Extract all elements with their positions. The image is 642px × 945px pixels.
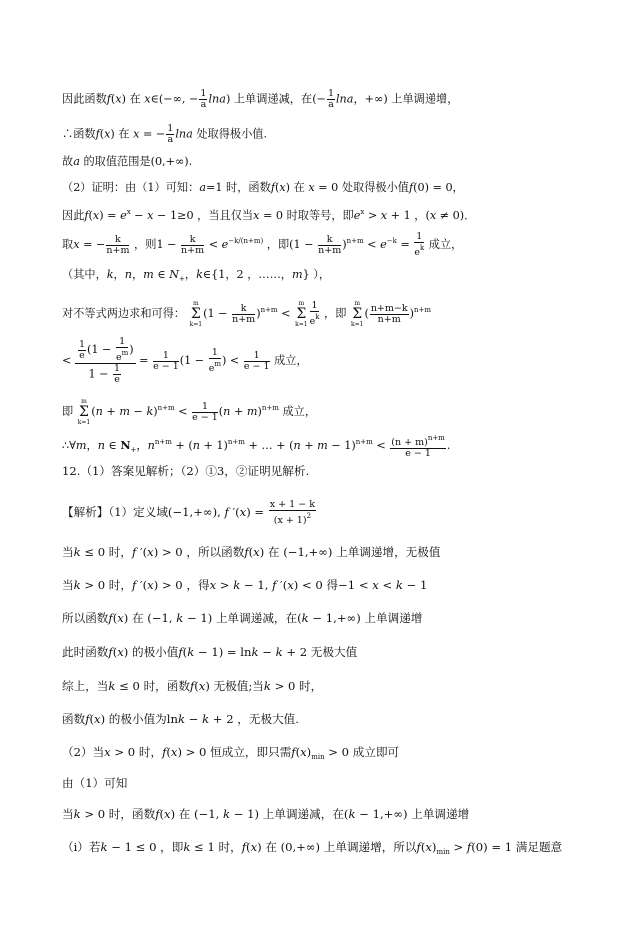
text: ，则: [134, 238, 157, 251]
text: ，所以函数: [186, 545, 245, 559]
text-line-1: 因此函数f(x) 在 x∈(−∞, − $\frac{1}{a}$ lna) 上单调递减，在(− $\frac{1}{a}$ lna，+∞) 上单调递增，: [62, 88, 459, 110]
text: 取: [62, 238, 74, 251]
text-line-17: 此时函数f(x) 的极小值f(k − 1) = lnk − k + 2 无极大值: [62, 645, 358, 659]
text: 成立即可: [352, 745, 400, 759]
text: 处取得极小值.: [196, 127, 268, 141]
text-line-11: ∴∀m，n ∈ $N_+$，$n^{n+m} + (n + 1)^{n+m}$ + … + $(n + m - 1)^{n+m}$ < $\frac{(n + m)^{n+m}}{e - 1}$ .: [62, 434, 451, 459]
text: 时取等号，即: [286, 209, 354, 222]
text: 上单调递增，所以: [323, 840, 417, 854]
text: 时，: [138, 745, 163, 759]
text-line-7: （其中，k，n，m ∈ $N_+$，k∈{1，2 ，……，m} ），: [62, 268, 331, 283]
text: 处取得极小值: [341, 181, 409, 194]
text: 12.（1）答案见解析；（2）①3，②证明见解析.: [62, 464, 310, 478]
text: ∴函数: [62, 127, 96, 141]
text-line-2: ∴函数f(x) 在 x = − $\frac{1}{a}$ lna 处取得极小值.: [62, 123, 268, 145]
text: （2）当: [62, 745, 105, 759]
text-line-9: < $\frac{1}{e}$ (1 − $\frac{1}{e^m}$ ) 1 − $\frac{1}{e}$ = $\frac{1}{e - 1}$ (1 − $\frac{1}{e^m}$ ) < $\frac{1}{e - 1}$ 成立，: [62, 336, 308, 385]
text: ，: [414, 209, 426, 222]
text: 上单调递增，: [391, 92, 459, 106]
text: 因此: [62, 209, 85, 222]
text: 无极值;当: [213, 679, 264, 693]
text-line-8: 对不等式两边求和可得： m Σ k=1(1 − $\frac{k}{n+m}$ )$^{n+m}$ < m Σ k=1 $\frac{1}{e^k}$ ，即 m Σ k=1( $\frac{n+m-k}{n+m}$ )$^{n+m}$: [62, 300, 432, 328]
text: 此时函数: [62, 645, 109, 659]
text: 满足题意: [515, 840, 563, 854]
text: 时，: [108, 545, 132, 559]
geometric-sum-fraction: $\frac{1}{e}$ (1 − $\frac{1}{e^m}$ ) 1 − $\frac{1}{e}$: [75, 337, 136, 385]
text: 上单调递减，在: [233, 92, 313, 106]
text-line-22: 当k > 0 时，函数f(x) 在 (−1, k − 1) 上单调递减，在(k − 1,+∞) 上单调递增: [62, 807, 470, 821]
text-line-13: 【解析】（1）定义域(−1,+∞), f ′(x) = $\frac{x + 1 - k}{(x + 1)^2}$: [62, 499, 315, 526]
text: 成立，: [428, 238, 463, 251]
text: ∴∀: [62, 439, 76, 452]
text: 的极小值: [131, 645, 179, 659]
text: 时，: [299, 679, 323, 693]
text: 由（1）可知: [62, 776, 128, 790]
text: 成立，: [274, 354, 308, 367]
text: 时，函数: [108, 807, 156, 821]
text-line-10: 即 m Σ $k=1(n + m - k)^{n+m}$ < $\frac{1}{e - 1}$ $(n + m)^{n+m}$ 成立，: [62, 398, 317, 426]
text: 因此函数: [62, 92, 107, 106]
text: 时，: [218, 840, 242, 854]
text-line-21: [62, 776, 626, 791]
text-line-5: 因此$f(x) = e^x - x - 1\ge 0$ ，当且仅当x = 0 时取等号，即$e^x > x + 1$ ，(x ≠ 0)．: [62, 208, 476, 222]
text: 当: [62, 578, 74, 592]
text: ，即: [266, 238, 290, 251]
text: 时，函数: [226, 181, 271, 194]
text: 当: [62, 807, 74, 821]
text: 上单调递增: [411, 807, 470, 821]
text: ，即: [160, 840, 184, 854]
text: 无极大值: [310, 645, 358, 659]
text: 得: [326, 578, 339, 592]
text: 所以函数: [62, 611, 109, 625]
text: 恒成立，即只需: [210, 745, 292, 759]
answer-heading: [62, 464, 626, 479]
text: ），: [313, 268, 331, 281]
text: 【解析】（1）定义域: [62, 505, 168, 519]
text-line-14: 当k ≤ 0 时，f ′(x) > 0 ，所以函数f(x) 在 (−1,+∞) 上单调递增，无极值: [62, 545, 441, 559]
text: 对不等式两边求和可得：: [62, 307, 186, 320]
text: 故: [62, 155, 74, 168]
text: ，即: [324, 307, 347, 320]
text: ，得: [186, 578, 210, 592]
text: 上单调递减，在: [215, 611, 298, 625]
text: （其中，: [62, 268, 107, 281]
text-line-16: 所以函数f(x) 在 (−1, k − 1) 上单调递减，在(k − 1,+∞) 上单调递增: [62, 611, 423, 625]
text: 上单调递减，在: [262, 807, 344, 821]
text: 即: [62, 405, 74, 418]
text-line-3: 故a 的取值范围是(0,+∞).: [62, 155, 193, 168]
text-line-18: 综上，当k ≤ 0 时，函数f(x) 无极值;当k > 0 时，: [62, 679, 323, 693]
text: ，当且仅当: [197, 209, 254, 222]
text: 上单调递增: [364, 611, 423, 625]
text: 综上，当: [62, 679, 109, 693]
text-line-15: 当k > 0 时，f ′(x) > 0 ，得x > k − 1, f ′(x) < 0 得−1 < x < k − 1: [62, 578, 428, 592]
text: 成立，: [282, 405, 317, 418]
text-line-4: （2）证明：由（1）可知：a=1 时，函数f(x) 在 x = 0 处取得极小值f(0) = 0，: [62, 181, 464, 194]
text: ，……，: [247, 268, 292, 281]
text-line-23: （i）若k − 1 ≤ 0 ，即k ≤ 1 时，f(x) 在 (0,+∞) 上单调递增，所以$f(x)_{min} > f(0) = 1$ 满足题意: [62, 840, 563, 856]
text: 上单调递增，无极值: [336, 545, 441, 559]
text: （i）若: [62, 840, 101, 854]
text: 时，函数: [143, 679, 190, 693]
text: ，无极大值.: [237, 712, 299, 726]
text: 的取值范围是: [83, 155, 151, 168]
text-line-6: 取x = − $\frac{k}{n+m}$ ，则1 − $\frac{k}{n+m}$ < $e^{-k/(n+m)}$ ，即(1 − $\frac{k}{n+m}$ )$^{n+m} < e^{-k}$ = $\frac{1}{e^k}$ 成立，: [62, 231, 463, 258]
text: （2）证明：由（1）可知：: [62, 181, 200, 194]
text-line-19: 函数f(x) 的极小值为lnk − k + 2 ，无极大值.: [62, 712, 299, 726]
text: 函数: [62, 712, 86, 726]
text-line-20: （2）当x > 0 时，f(x) > 0 恒成立，即只需$f(x)_{min} > 0$ 成立即可: [62, 745, 400, 761]
text: 的极小值为: [108, 712, 167, 726]
text: 当: [62, 545, 74, 559]
text: 时，: [108, 578, 132, 592]
